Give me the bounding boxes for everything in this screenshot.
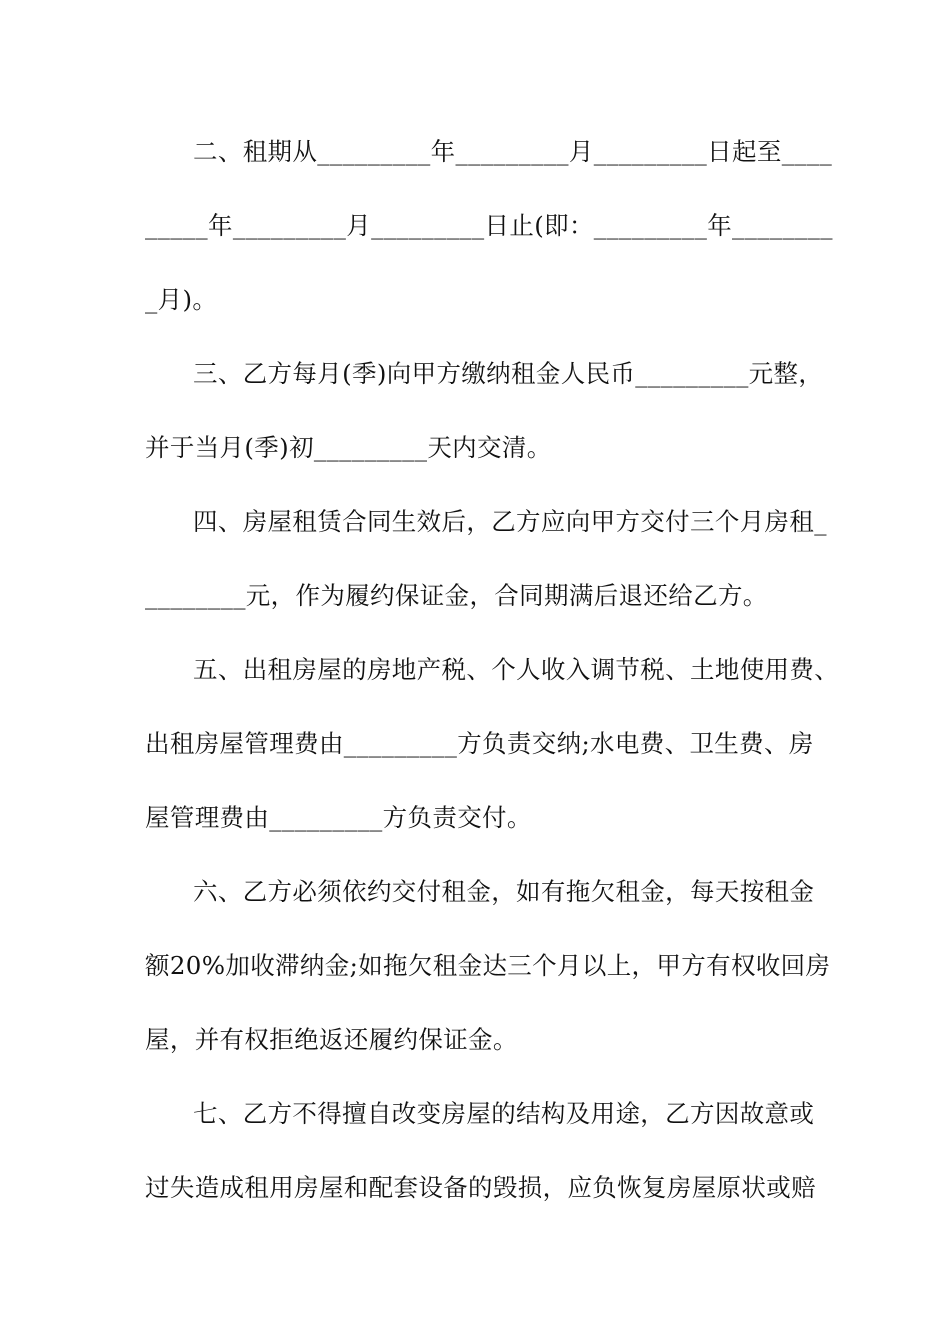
- clause-7-line-2: 过失造成租用房屋和配套设备的毁损，应负恢复房屋原状或赔: [145, 1173, 816, 1202]
- clause-6-line-1: 六、乙方必须依约交付租金，如有拖欠租金，每天按租金: [193, 877, 815, 906]
- clause-3-line-1: 三、乙方每月(季)向甲方缴纳租金人民币_________元整，: [193, 359, 824, 388]
- clause-4-line-1: 四、房屋租赁合同生效后，乙方应向甲方交付三个月房租_: [193, 507, 827, 536]
- clause-6-line-3: 屋，并有权拒绝返还履约保证金。: [145, 1025, 518, 1054]
- clause-5-line-2: 出租房屋管理费由_________方负责交纳;水电费、卫生费、房: [145, 729, 814, 758]
- clause-2-line-2: _____年_________月_________日止(即：_________年________: [145, 211, 833, 240]
- clause-3-line-2: 并于当月(季)初_________天内交清。: [145, 433, 552, 462]
- clause-4-line-2: ________元，作为履约保证金，合同期满后退还给乙方。: [145, 581, 768, 610]
- clause-5-line-3: 屋管理费由_________方负责交付。: [145, 803, 532, 832]
- clause-2-line-1: 二、租期从_________年_________月_________日起至____: [193, 137, 833, 166]
- clause-6-line-2: 额20%加收滞纳金;如拖欠租金达三个月以上，甲方有权收回房: [145, 951, 831, 980]
- clause-2-line-3: _月)。: [145, 285, 218, 314]
- clause-5-line-1: 五、出租房屋的房地产税、个人收入调节税、土地使用费、: [193, 655, 840, 684]
- clause-7-line-1: 七、乙方不得擅自改变房屋的结构及用途，乙方因故意或: [193, 1099, 815, 1128]
